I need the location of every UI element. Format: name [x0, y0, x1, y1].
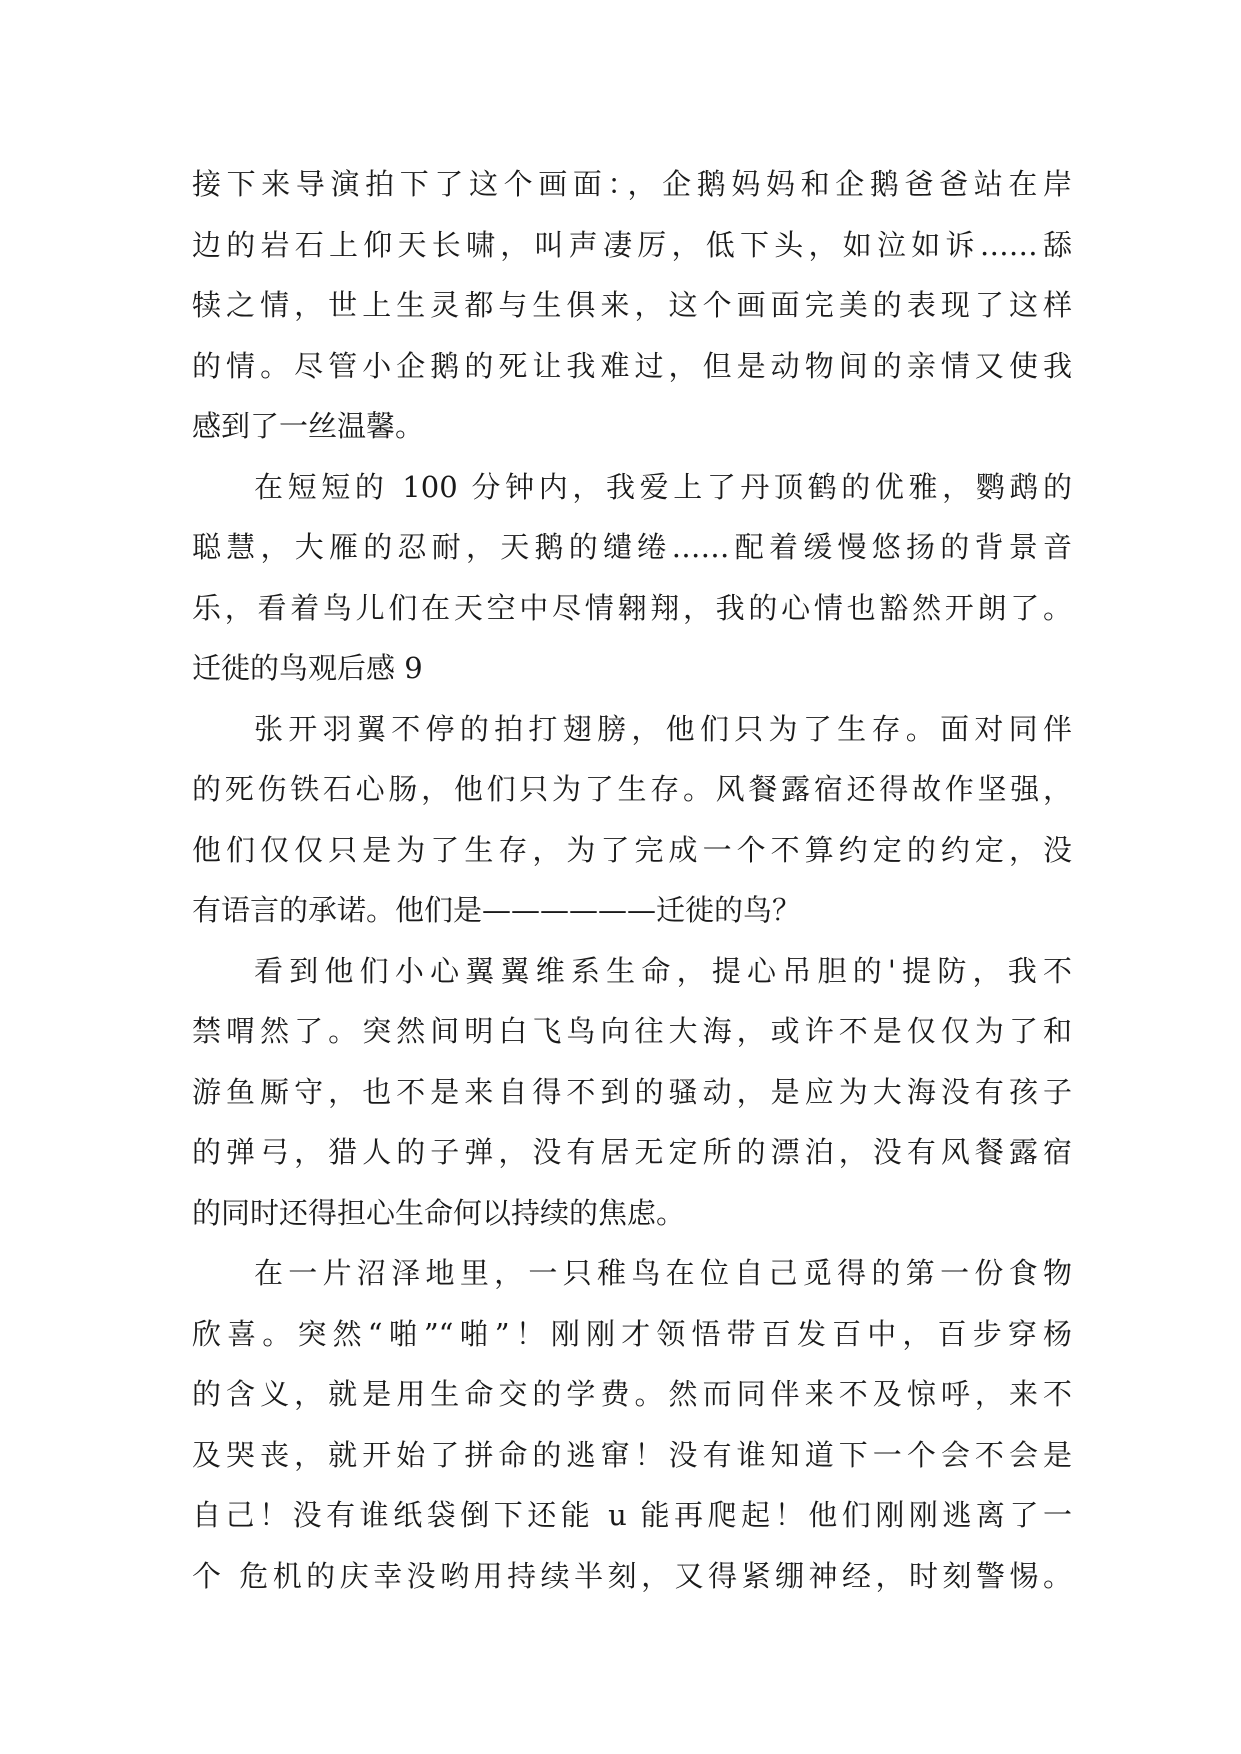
text-line: 个 危机的庆幸没哟用持续半刻，又得紧绷神经，时刻警惕。 [192, 1558, 1072, 1593]
paragraph-1 [192, 154, 1072, 457]
text-line: 有语言的承诺。他们是——————迁徙的鸟？ [192, 893, 802, 927]
text-line: 的弹弓，猎人的子弹，没有居无定所的漂泊，没有风餐露宿 [192, 1135, 1072, 1169]
text-line: 的死伤铁石心肠，他们只为了生存。风餐露宿还得故作坚强， [192, 772, 1072, 806]
text-line: 感到了一丝温馨。 [192, 409, 425, 443]
text-line: 欣喜。突然“啪”“啪”！刚刚才领悟带百发百中，百步穿杨 [192, 1316, 1072, 1351]
paragraph-4 [192, 941, 1072, 1244]
text-line: 游鱼厮守，也不是来自得不到的骚动，是应为大海没有孩子 [192, 1074, 1072, 1109]
text-line: 在一片沼泽地里，一只稚鸟在位自己觅得的第一份食物 [254, 1256, 1072, 1290]
text-line: 的情。尽管小企鹅的死让我难过，但是动物间的亲情又使我 [192, 348, 1072, 383]
text-line: 及哭丧，就开始了拼命的逃窜！没有谁知道下一个会不会是 [192, 1437, 1072, 1472]
text-line: 看到他们小心翼翼维系生命，提心吊胆的'提防，我不 [254, 953, 1072, 988]
text-line: 边的岩石上仰天长啸，叫声凄厉，低下头，如泣如诉……舔 [192, 227, 1072, 262]
paragraph-5 [192, 1243, 1072, 1606]
text-line: 在短短的 100 分钟内，我爱上了丹顶鹤的优雅，鹦鹉的 [254, 469, 1072, 504]
text-line: 的含义，就是用生命交的学费。然而同伴来不及惊呼，来不 [192, 1377, 1072, 1411]
section-heading [192, 638, 1072, 699]
text-line: 犊之情，世上生灵都与生俱来，这个画面完美的表现了这样 [192, 288, 1072, 322]
paragraph-3 [192, 699, 1072, 941]
text-line: 接下来导演拍下了这个画面：，企鹅妈妈和企鹅爸爸站在岸 [192, 167, 1072, 201]
text-line: 自己！没有谁纸袋倒下还能 u 能再爬起！他们刚刚逃离了一 [192, 1498, 1072, 1532]
text-line: 聪慧，大雁的忍耐，天鹅的缱绻……配着缓慢悠扬的背景音 [192, 530, 1072, 564]
text-line: 他们仅仅只是为了生存，为了完成一个不算约定的约定，没 [192, 832, 1072, 867]
paragraph-2 [192, 457, 1072, 639]
document-body [192, 154, 1072, 1606]
text-line: 乐，看着鸟儿们在天空中尽情翱翔，我的心情也豁然开朗了。 [192, 590, 1072, 625]
heading-text: 迁徙的鸟观后感 9 [192, 651, 423, 685]
text-line: 的同时还得担心生命何以持续的焦虑。 [192, 1195, 686, 1230]
text-line: 禁喟然了。突然间明白飞鸟向往大海，或许不是仅仅为了和 [192, 1014, 1072, 1048]
text-line: 张开羽翼不停的拍打翅膀，他们只为了生存。面对同伴 [254, 711, 1072, 746]
